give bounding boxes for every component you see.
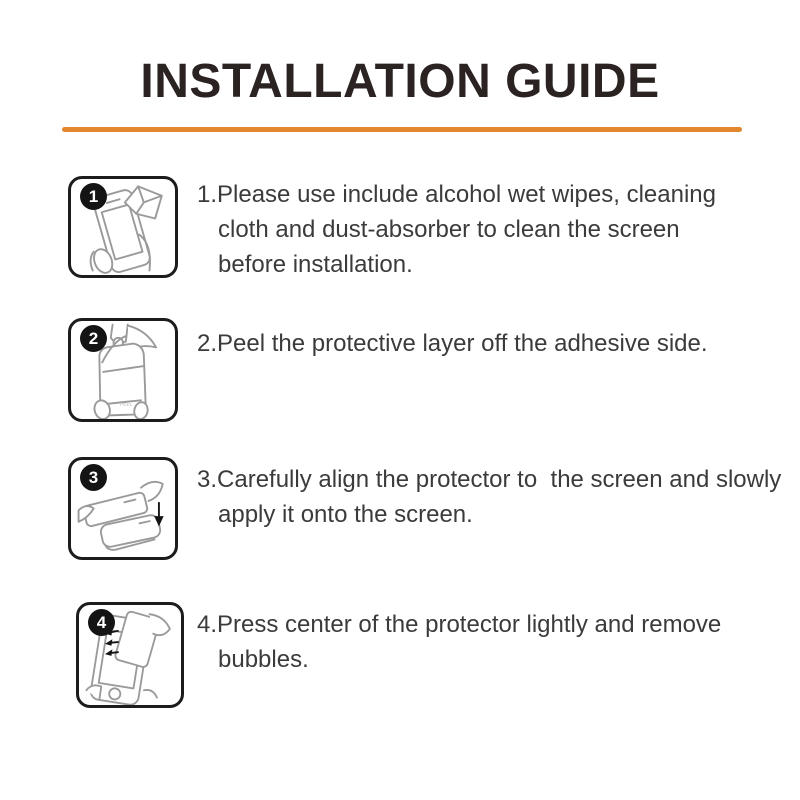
- step-4-line-2: bubbles.: [218, 646, 309, 673]
- step-3-number-badge: 3: [80, 464, 107, 491]
- page-title: INSTALLATION GUIDE: [140, 55, 660, 108]
- step-4-text: [197, 607, 721, 677]
- step-3-text: [197, 462, 781, 532]
- step-1-line-2: cloth and dust-absorber to clean the screen: [218, 216, 680, 243]
- step-3-line-2: apply it onto the screen.: [218, 501, 473, 528]
- step-1-line-3: before installation.: [218, 251, 413, 278]
- title-divider: [62, 127, 742, 132]
- step-3-illustration: [68, 457, 178, 560]
- step-2-text: [197, 326, 708, 361]
- step-1-text: [197, 177, 716, 282]
- step-2-line-1: 2.Peel the protective layer off the adhesive side.: [197, 330, 708, 357]
- step-4-illustration: [76, 602, 184, 708]
- step-4-line-1: 4.Press center of the protector lightly and remove: [197, 611, 722, 638]
- step-3-line-1: 3.Carefully align the protector to the screen and slowly: [197, 466, 782, 493]
- step-1-illustration: [68, 176, 178, 278]
- step-1-line-1: 1.Please use include alcohol wet wipes, cleaning: [197, 181, 716, 208]
- step-2-number-badge: 2: [80, 325, 107, 352]
- step-1-number-badge: 1: [80, 183, 107, 210]
- svg-text:PEEL: PEEL: [120, 402, 133, 408]
- step-4-number-badge: 4: [88, 609, 115, 636]
- step-2-illustration: [68, 318, 178, 422]
